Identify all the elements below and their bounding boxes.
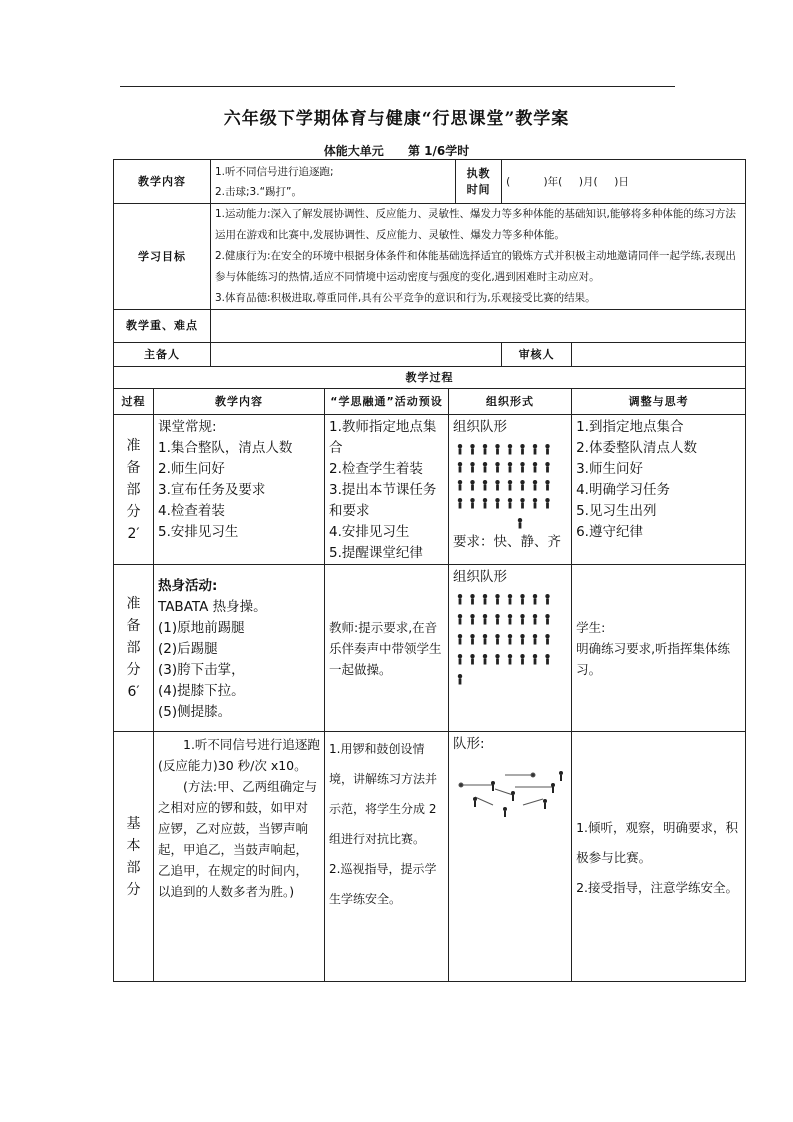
col-header-adjustment: 调整与思考 — [572, 389, 746, 415]
exec-time-label: 执教 时间 — [456, 160, 502, 204]
content-item: TABATA 热身操。 — [158, 598, 267, 615]
unit-name: 体能大单元 — [323, 144, 384, 158]
adjust-item: 2.接受指导，注意学练安全。 — [576, 879, 738, 895]
unit-subtitle — [0, 142, 793, 159]
column-header-row — [114, 389, 746, 415]
activity-item: 4.安排见习生 — [329, 524, 410, 540]
lesson-number: 第 1/6学时 — [407, 144, 470, 158]
process-header: 教学过程 — [114, 367, 746, 389]
stage-cell: 准 备 部 分 2′ — [114, 415, 154, 565]
lesson-plan-table — [113, 159, 746, 982]
activity-item: 2.巡视指导，提示学生学练安全。 — [329, 862, 437, 906]
process-header-row — [114, 367, 746, 389]
key-points-row — [114, 310, 746, 343]
organization-cell: 队形: — [449, 732, 572, 982]
activity-cell — [325, 415, 449, 565]
process-row-prep-2 — [114, 565, 746, 732]
adjust-item: 1.到指定地点集合 — [576, 419, 684, 435]
content-item: 1.集合整队，清点人数 — [158, 440, 293, 456]
content-cell — [211, 160, 456, 204]
activity-item: 3.提出本节课任务和要求 — [329, 482, 437, 519]
goals-label: 学习目标 — [114, 204, 211, 310]
adjust-item: 3.师生问好 — [576, 461, 643, 477]
col-header-stage: 过程 — [114, 389, 154, 415]
formation-diagram — [453, 440, 563, 532]
exec-time-value: ( )年( )月( )日 — [502, 160, 746, 204]
adjust-item: 2.体委整队清点人数 — [576, 440, 697, 456]
process-row-prep-1 — [114, 415, 746, 565]
content-item: 5.安排见习生 — [158, 524, 239, 540]
preparer-value — [211, 343, 502, 367]
goals-cell — [211, 204, 746, 310]
page-title: 六年级下学期体育与健康“行思课堂”教学案 — [223, 109, 570, 129]
adjustment-cell — [572, 732, 746, 982]
content-item: (方法:甲、乙两组确定与之相对应的锣和鼓，如甲对应锣，乙对应鼓，当锣声响起，甲追乙，当鼓声响起，乙追甲，在规定的时间内，以追到的人数多者为胜。) — [158, 779, 318, 899]
content-cell: 课堂常规: 1.集合整队，清点人数 2.师生问好 3.宣布任务及要求 4.检查着装 5.安排见习生 — [154, 415, 325, 565]
content-item: 1.听不同信号进行追逐跑(反应能力)30 秒/次 x10。 — [158, 737, 320, 773]
chase-formation-diagram — [453, 757, 583, 827]
content-item: 3.宣布任务及要求 — [158, 482, 266, 498]
activity-item: 1.教师指定地点集合 — [329, 419, 437, 456]
stage-cell: 准 备 部 分 6′ — [114, 565, 154, 732]
content-item: (5)侧提膝。 — [158, 703, 232, 720]
adjustment-cell — [572, 565, 746, 732]
col-header-content: 教学内容 — [154, 389, 325, 415]
content-cell: 热身活动: TABATA 热身操。 (1)原地前踢腿 (2)后踢腿 (3)胯下击掌， (4)提膝下拉。 (5)侧提膝。 — [154, 565, 325, 732]
activity-cell — [325, 565, 449, 732]
activity-item: 2.检查学生着装 — [329, 461, 423, 477]
content-item: 4.检查着装 — [158, 503, 225, 519]
content-item: 2.师生问好 — [158, 461, 225, 477]
content-line: 1.听不同信号进行追逐跑; — [215, 165, 334, 178]
organization-cell: 组织队形 — [449, 565, 572, 732]
formation-diagram — [453, 590, 563, 690]
content-item: (3)胯下击掌， — [158, 661, 245, 678]
formation-rows — [458, 444, 550, 529]
adjust-item: 4.明确学习任务 — [576, 482, 670, 498]
header-rule — [120, 86, 675, 87]
activity-item: 教师:提示要求,在音乐伴奏声中带领学生一起做操。 — [329, 619, 442, 677]
adjust-item: 5.见习生出列 — [576, 503, 657, 519]
adjust-item: 明确练习要求,听指挥集体练习。 — [576, 640, 731, 677]
goal-item: 2.健康行为:在安全的环境中根据身体条件和体能基础选择适宜的锻炼方式并积极主动地邀请同伴一起学练,表现出参与体能练习的热情,适应不同情境中运动密度与强度的变化,遇到困难时主动应对。 — [215, 250, 736, 283]
preparer-label: 主备人 — [114, 343, 211, 367]
key-points-value — [211, 310, 746, 343]
adjustment-cell — [572, 415, 746, 565]
goal-item: 1.运动能力:深入了解发展协调性、反应能力、灵敏性、爆发力等多种体能的基础知识,能够将多种体能的练习方法运用在游戏和比赛中,发展协调性、反应能力、灵敏性、爆发力等多种体能。 — [215, 208, 736, 241]
col-header-activity: “学思融通”活动预设 — [325, 389, 449, 415]
key-points-label: 教学重、难点 — [114, 310, 211, 343]
content-item: (1)原地前踢腿 — [158, 619, 245, 636]
adjust-item: 6.遵守纪律 — [576, 524, 643, 540]
content-row — [114, 160, 746, 204]
process-row-main — [114, 732, 746, 982]
content-cell — [154, 732, 325, 982]
organization-cell: 组织队形 要求：快、静、齐 — [449, 415, 572, 565]
adjust-item: 1.倾听，观察，明确要求，积极参与比赛。 — [576, 819, 738, 865]
content-item: (2)后踢腿 — [158, 640, 218, 657]
activity-cell — [325, 732, 449, 982]
activity-item: 5.提醒课堂纪律 — [329, 545, 423, 561]
goal-item: 3.体育品德:积极进取,尊重同伴,具有公平竞争的意识和行为,乐观接受比赛的结果。 — [215, 292, 596, 304]
reviewer-value — [572, 343, 746, 367]
content-line: 2.击球;3.“踢打”。 — [215, 185, 302, 198]
content-label: 教学内容 — [114, 160, 211, 204]
col-header-organization: 组织形式 — [449, 389, 572, 415]
adjust-item: 学生: — [576, 619, 606, 635]
stage-cell: 基 本 部 分 — [114, 732, 154, 982]
goals-row — [114, 204, 746, 310]
preparer-row — [114, 343, 746, 367]
reviewer-label: 审核人 — [502, 343, 572, 367]
activity-item: 1.用锣和鼓创设情境，讲解练习方法并示范，将学生分成 2 组进行对抗比赛。 — [329, 742, 438, 846]
content-item: (4)提膝下拉。 — [158, 682, 245, 699]
